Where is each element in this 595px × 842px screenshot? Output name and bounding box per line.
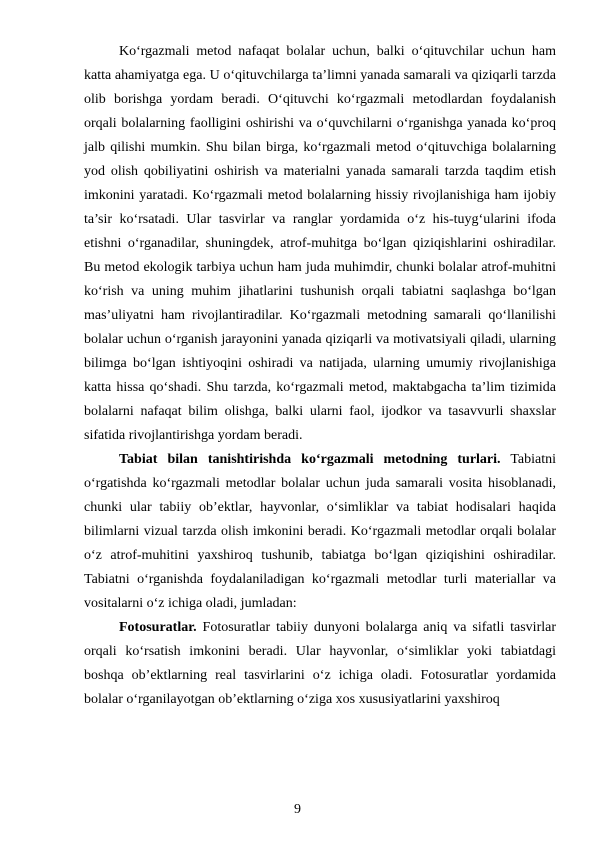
document-page: [84, 40, 556, 712]
page-number: 9: [294, 802, 301, 817]
paragraph-3: [84, 616, 556, 712]
paragraph-3-text: Fotosuratlar tabiiy dunyoni bolalarga aniq va sifatli tasvirlar orqali ko‘rsatish imkonini beradi. Ular hayvonlar, o‘simliklar yoki tabiatdagi boshqa ob’ektlarning real tasvirlarini o‘z ichiga oladi. Fotosuratlar yordamida bolalar o‘rganilayotgan ob’ektlarning o‘ziga xos xususiyatlarini yaxshiroq: [84, 620, 556, 707]
paragraph-1: [84, 40, 556, 448]
paragraph-2-text: Tabiatni o‘rgatishda ko‘rgazmali metodlar bolalar uchun juda samarali vosita hisoblanadi, chunki ular tabiiy ob’ektlar, hayvonlar, o‘simliklar va tabiat hodisalari haqida bilimlarni vizual tarzda olish imkonini beradi. Ko‘rgazmali metodlar orqali bolalar o‘z atrof-muhitini yaxshiroq tushunib, tabiatga bo‘lgan qiziqishini oshiradilar. Tabiatni o‘rganishda foydalaniladigan ko‘rgazmali metodlar turli materiallar va vositalarni o‘z ichiga oladi, jumladan:: [84, 452, 557, 611]
subheading-photographs: Fotosuratlar.: [119, 620, 197, 635]
paragraph-1-text: Ko‘rgazmali metod nafaqat bolalar uchun, balki o‘qituvchilar uchun ham katta ahamiyatga ega. U o‘qituvchilarga ta’limni yanada samarali va qiziqarli tarzda olib borishga yordam beradi. O‘qituvchi ko‘rgazmali metodlardan foydalanish orqali bolalarning faolligini oshirishi va o‘quvchilarni o‘rganishga yanada ko‘proq jalb qilishi mumkin. Shu bilan birga, ko‘rgazmali metod o‘qituvchiga bolalarning yod olish qobiliyatini oshirish va materialni yanada samarali tarzda taqdim etish imkonini yaratadi. Ko‘rgazmali metod bolalarning hissiy rivojlanishiga ham ijobiy ta’sir ko‘rsatadi. Ular tasvirlar va ranglar yordamida o‘z his-tuyg‘ularini ifoda etishni o‘rganadilar, shuningdek, atrof-muhitga bo‘lgan qiziqishlarini oshiradilar. Bu metod ekologik tarbiya uchun ham juda muhimdir, chunki bolalar atrof-muhitni ko‘rish va uning muhim jihatlarini tushunish orqali tabiatni saqlashga bo‘lgan mas’uliyatni ham rivojlantiradilar. Ko‘rgazmali metodning samarali qo‘llanilishi bolalar uchun o‘rganish jarayonini yanada qiziqarli va motivatsiyali qiladi, ularning bilimga bo‘lgan ishtiyoqini oshiradi va natijada, ularning umumiy rivojlanishiga katta hissa qo‘shadi. Shu tarzda, ko‘rgazmali metod, maktabgacha ta’lim tizimida bolalarni nafaqat bilim olishga, balki ularni faol, ijodkor va tasavvurli shaxslar sifatida rivojlantirishga yordam beradi.: [84, 44, 556, 443]
paragraph-2: [84, 448, 556, 616]
section-heading-types: Tabiat bilan tanishtirishda ko‘rgazmali metodning turlari.: [119, 452, 501, 467]
